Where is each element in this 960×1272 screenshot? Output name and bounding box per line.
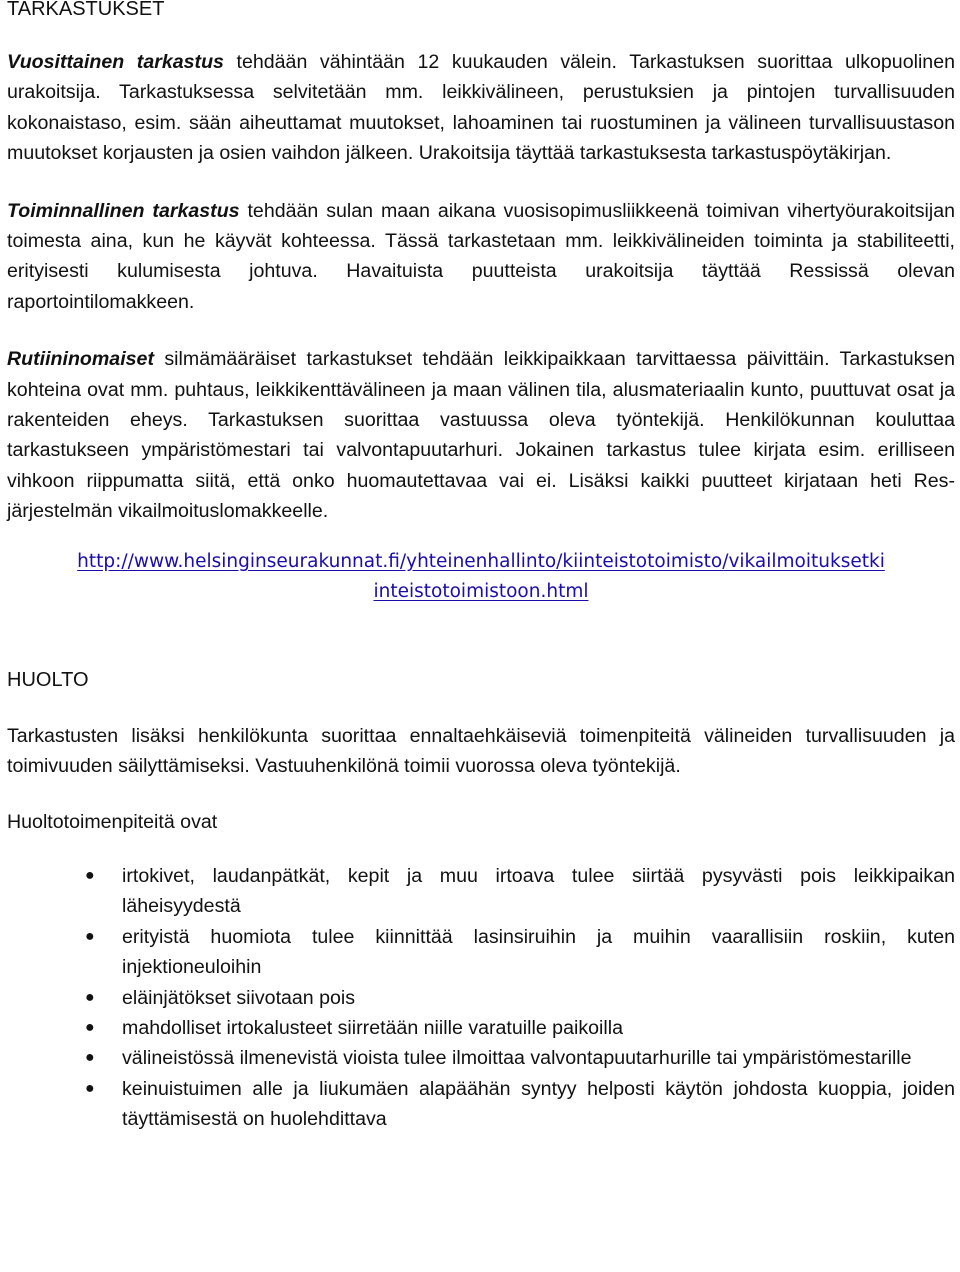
section-title-huolto: HUOLTO — [7, 668, 89, 691]
bullet-icon: ● — [85, 1079, 95, 1097]
bullet-icon: ● — [85, 866, 95, 884]
bullet-icon: ● — [85, 1018, 95, 1036]
routine-inspection-text: silmämääräiset tarkastukset tehdään leikkipaikkaan tarvittaessa päivittäin. Tarkastuksen kohteina ovat mm. puhtaus, leikkikenttävälineen ja maan välinen tila, alusmateriaalin kunto, puuttuvat osat ja rakenteiden eheys. Tarkastuksen suorittaa vastuussa oleva työntekijä. Henkilökunnan kouluttaa tarkastukseen ympäristömestari tai valvontapuutarhuri. Jokainen tarkastus tulee kirjata esim. erilliseen vihkoon riippumatta siitä, että onko huomautettavaa vai ei. Lisäksi kaikki puutteet kirjataan heti Res-järjestelmän vikailmoituslomakkeelle. — [7, 348, 955, 523]
fault-report-link[interactable] — [77, 551, 885, 602]
maintenance-list — [7, 861, 955, 1135]
maintenance-list-intro: Huoltotoimenpiteitä ovat — [7, 810, 218, 833]
list-item: ● keinuistuimen alle ja liukumäen alapäähän syntyy helposti käytön johdosta kuoppia, joiden täyttämisestä on huolehdittava — [7, 1074, 955, 1135]
list-item: ● eläinjätökset siivotaan pois — [7, 983, 955, 1013]
annual-inspection-text: tehdään vähintään 12 kuukauden välein. Tarkastuksen suorittaa ulkopuolinen urakoitsija. Tarkastuksessa selvitetään mm. leikkivälineen, perustuksien ja pintojen turvallisuuden kokonaistaso, esim. sään aiheuttamat muutokset, lahoaminen tai ruostuminen ja välineen turvallisuustason muutokset korjausten ja osien vaihdon jälkeen. Urakoitsija täyttää tarkastuksesta tarkastuspöytäkirjan. — [7, 51, 955, 165]
fault-report-link-line1: http://www.helsinginseurakunnat.fi/yhteinenhallinto/kiinteistotoimisto/vikailmoituksetki — [77, 550, 885, 572]
term-functional-inspection: Toiminnallinen tarkastus — [7, 199, 240, 222]
bullet-icon: ● — [85, 1049, 95, 1067]
fault-report-link-line2: inteistotoimistoon.html — [373, 580, 589, 602]
paragraph-annual-inspection — [7, 47, 955, 169]
list-item: ● mahdolliset irtokalusteet siirretään niille varatuille paikoilla — [7, 1013, 955, 1043]
term-annual-inspection: Vuosittainen tarkastus — [7, 51, 224, 73]
section-title-tarkastukset: TARKASTUKSET — [7, 0, 165, 20]
paragraph-maintenance-intro: Tarkastusten lisäksi henkilökunta suorittaa ennaltaehkäiseviä toimenpiteitä välineiden turvallisuuden ja toimivuuden säilyttämiseksi. Vastuuhenkilönä toimii vuorossa oleva työntekijä. — [7, 724, 955, 778]
list-item: ● erityistä huomiota tulee kiinnittää lasinsiruihin ja muihin vaarallisiin roskiin, kuten injektioneuloihin — [7, 922, 955, 983]
document-page — [7, 0, 955, 1135]
fault-report-link-block — [7, 547, 955, 607]
bullet-icon: ● — [85, 927, 95, 945]
list-item: ● irtokivet, laudanpätkät, kepit ja muu irtoava tulee siirtää pysyvästi pois leikkipaikan läheisyydestä — [7, 861, 955, 922]
bullet-icon: ● — [85, 988, 95, 1006]
functional-inspection-text: tehdään sulan maan aikana vuosisopimusliikkeenä toimivan vihertyöurakoitsijan toimesta aina, kun he käyvät kohteessa. Tässä tarkastetaan mm. leikkivälineiden toiminta ja stabiliteetti, erityisesti kulumisesta johtuva. Havaituista puutteista urakoitsija täyttää Ressissä olevan raportointilomakkeen. — [7, 199, 955, 313]
list-item: ● välineistössä ilmenevistä vioista tulee ilmoittaa valvontapuutarhurille tai ympäristömestarille — [7, 1043, 955, 1073]
paragraph-functional-inspection — [7, 196, 955, 318]
paragraph-routine-inspection — [7, 344, 955, 526]
term-routine-inspection: Rutiininomaiset — [7, 348, 154, 371]
